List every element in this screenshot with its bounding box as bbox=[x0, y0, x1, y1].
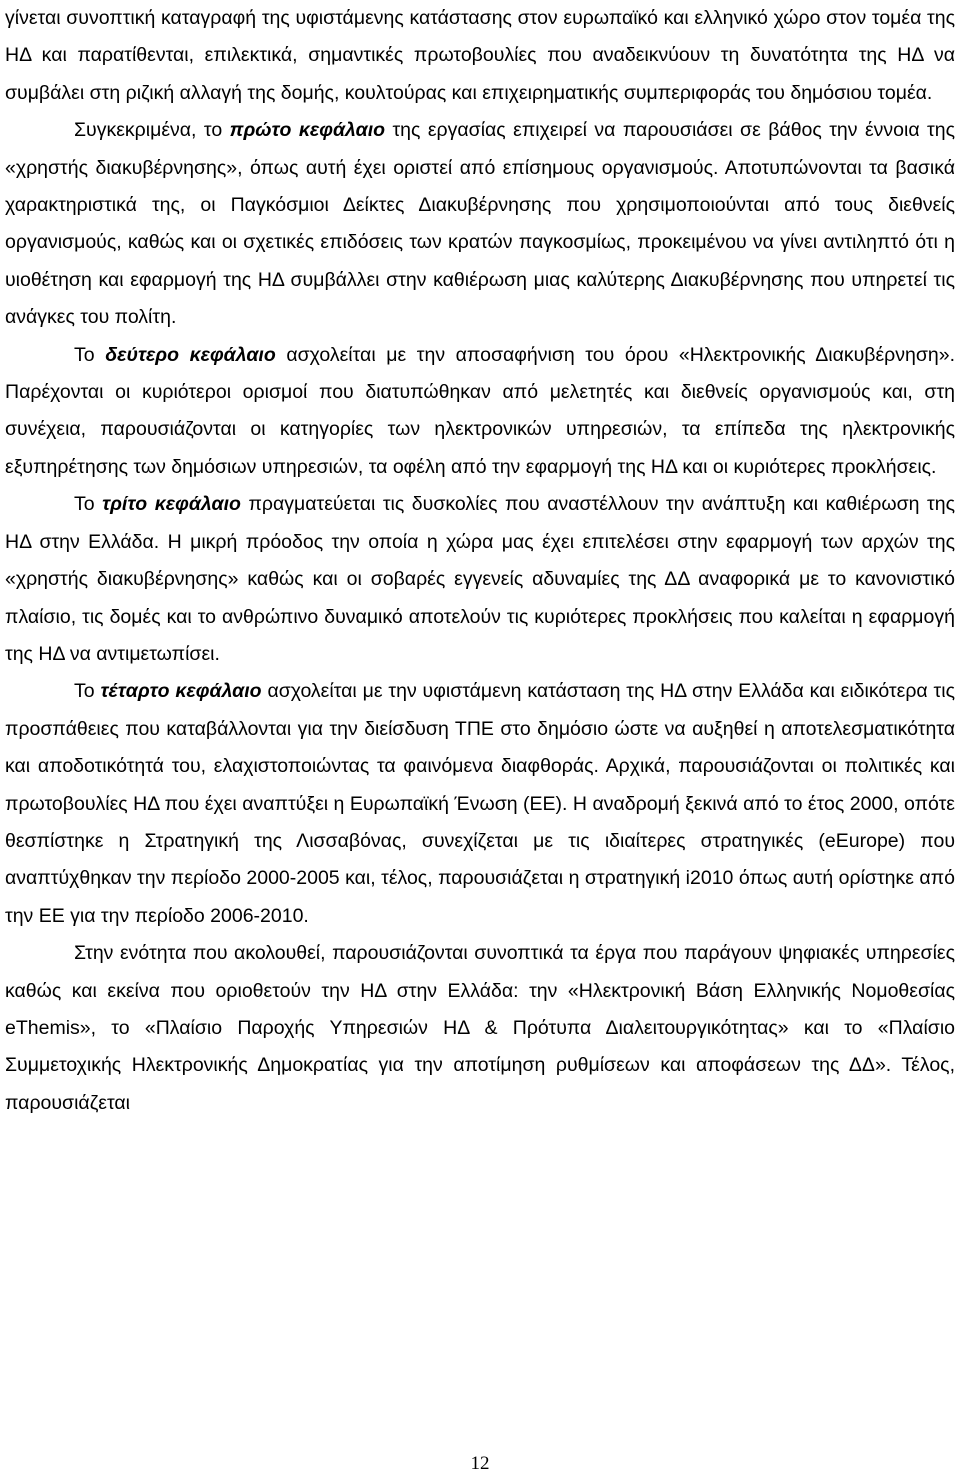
paragraph-fourth-chapter bbox=[5, 673, 955, 935]
paragraph-text: ασχολείται με την αποσαφήνιση του όρου «Ηλεκτρονικής Διακυβέρνηση». Παρέχονται οι κυριότεροι ορισμοί που διατυπώθηκαν από μελετητές και διεθνείς οργανισμούς και, στη συνέχεια, παρουσιάζονται οι κατηγορίες των ηλεκτρονικών υπηρεσιών, τα επίπεδα της ηλεκτρονικής εξυπηρέτησης των δημόσιων υπηρεσιών, τα οφέλη από την εφαρμογή της ΗΔ και οι κυριότερες προκλήσεις. bbox=[5, 343, 955, 478]
paragraph-first-chapter bbox=[5, 112, 955, 336]
paragraph-text: της εργασίας επιχειρεί να παρουσιάσει σε βάθος την έννοια της «χρηστής διακυβέρνησης», όπως αυτή έχει οριστεί από επίσημους οργανισμούς. Αποτυπώνονται τα βασικά χαρακτηριστικά της, οι Παγκόσμιοι Δείκτες Διακυβέρνησης που χρησιμοποιούνται από τους διεθνείς οργανισμούς, καθώς και οι σχετικές επιδόσεις των κρατών παγκοσμίως, προκειμένου να γίνει αντιληπτό ότι η υιοθέτηση και εφαρμογή της ΗΔ συμβάλλει στην καθιέρωση μιας καλύτερης Διακυβέρνησης που υπηρετεί τις ανάγκες του πολίτη. bbox=[5, 119, 955, 329]
paragraph-text: ασχολείται με την υφιστάμενη κατάσταση της ΗΔ στην Ελλάδα και ειδικότερα τις προσπάθειες που καταβάλλονται για την διείσδυση ΤΠΕ στο δημόσιο ώστε να αυξηθεί η αποτελεσματικότητα και αποδοτικότητά του, ελαχιστοποιώντας τα φαινόμενα διαφθοράς. Αρχικά, παρουσιάζονται οι πολιτικές και πρωτοβουλίες ΗΔ που έχει αναπτύξει η Ευρωπαϊκή Ένωση (ΕΕ). Η αναδρομή ξεκινά από το έτος 2000, οπότε θεσπίστηκε η Στρατηγική της Λισσαβόνας, συνεχίζεται με τις ιδιαίτερες στρατηγικές (eEurope) που αναπτύχθηκαν την περίοδο 2000-2005 και, τέλος, παρουσιάζεται η στρατηγική i2010 όπως αυτή ορίστηκε από την ΕΕ για την περίοδο 2006-2010. bbox=[5, 680, 955, 927]
body-text bbox=[5, 0, 955, 1122]
page-number: 12 bbox=[470, 1453, 490, 1474]
paragraph-second-chapter bbox=[5, 337, 955, 487]
paragraph-text: γίνεται συνοπτική καταγραφή της υφιστάμενης κατάστασης στον ευρωπαϊκό και ελληνικό χώρο στον τομέα της ΗΔ και παρατίθενται, επιλεκτικά, σημαντικές πρωτοβουλίες που αναδεικνύουν τη δυνατότητα της ΗΔ να συμβάλει στη ριζική αλλαγή της δομής, κουλτούρας και επιχειρηματικής συμπεριφοράς του δημόσιου τομέα. bbox=[5, 7, 955, 104]
paragraph-text: Συγκεκριμένα, το bbox=[74, 119, 230, 142]
chapter-emphasis: τέταρτο κεφάλαιο bbox=[100, 680, 262, 703]
chapter-emphasis: τρίτο κεφάλαιο bbox=[102, 493, 241, 516]
chapter-emphasis: δεύτερο κεφάλαιο bbox=[105, 343, 276, 366]
paragraph-text: Το bbox=[74, 680, 101, 703]
paragraph-text: Το bbox=[74, 493, 103, 516]
paragraph bbox=[5, 0, 955, 112]
paragraph-text: πραγματεύεται τις δυσκολίες που αναστέλλουν την ανάπτυξη και καθιέρωση της ΗΔ στην Ελλάδα. Η μικρή πρόοδος την οποία η χώρα μας έχει επιτελέσει στην εφαρμογή των αρχών της «χρηστής διακυβέρνησης» καθώς και οι σοβαρές εγγενείς αδυναμίες της ΔΔ αναφορικά με το κανονιστικό πλαίσιο, τις δομές και το ανθρώπινο δυναμικό αποτελούν τις κυριότερες προκλήσεις που καλείται η εφαρμογή της ΗΔ να αντιμετωπίσει. bbox=[5, 493, 955, 665]
paragraph-next-section bbox=[5, 935, 955, 1122]
paragraph-third-chapter bbox=[5, 486, 955, 673]
paragraph-text: Στην ενότητα που ακολουθεί, παρουσιάζονται συνοπτικά τα έργα που παράγουν ψηφιακές υπηρεσίες καθώς και εκείνα που οριοθετούν την ΗΔ στην Ελλάδα: την «Ηλεκτρονική Βάση Ελληνικής Νομοθεσίας eThemis», το «Πλαίσιο Παροχής Υπηρεσιών ΗΔ & Πρότυπα Διαλειτουργικότητας» και το «Πλαίσιο Συμμετοχικής Ηλεκτρονικής Δημοκρατίας για την αποτίμηση ρυθμίσεων και αποφάσεων της ΔΔ». Τέλος, παρουσιάζεται bbox=[5, 942, 955, 1114]
chapter-emphasis: πρώτο κεφάλαιο bbox=[229, 119, 386, 142]
paragraph-text: Το bbox=[74, 343, 106, 366]
